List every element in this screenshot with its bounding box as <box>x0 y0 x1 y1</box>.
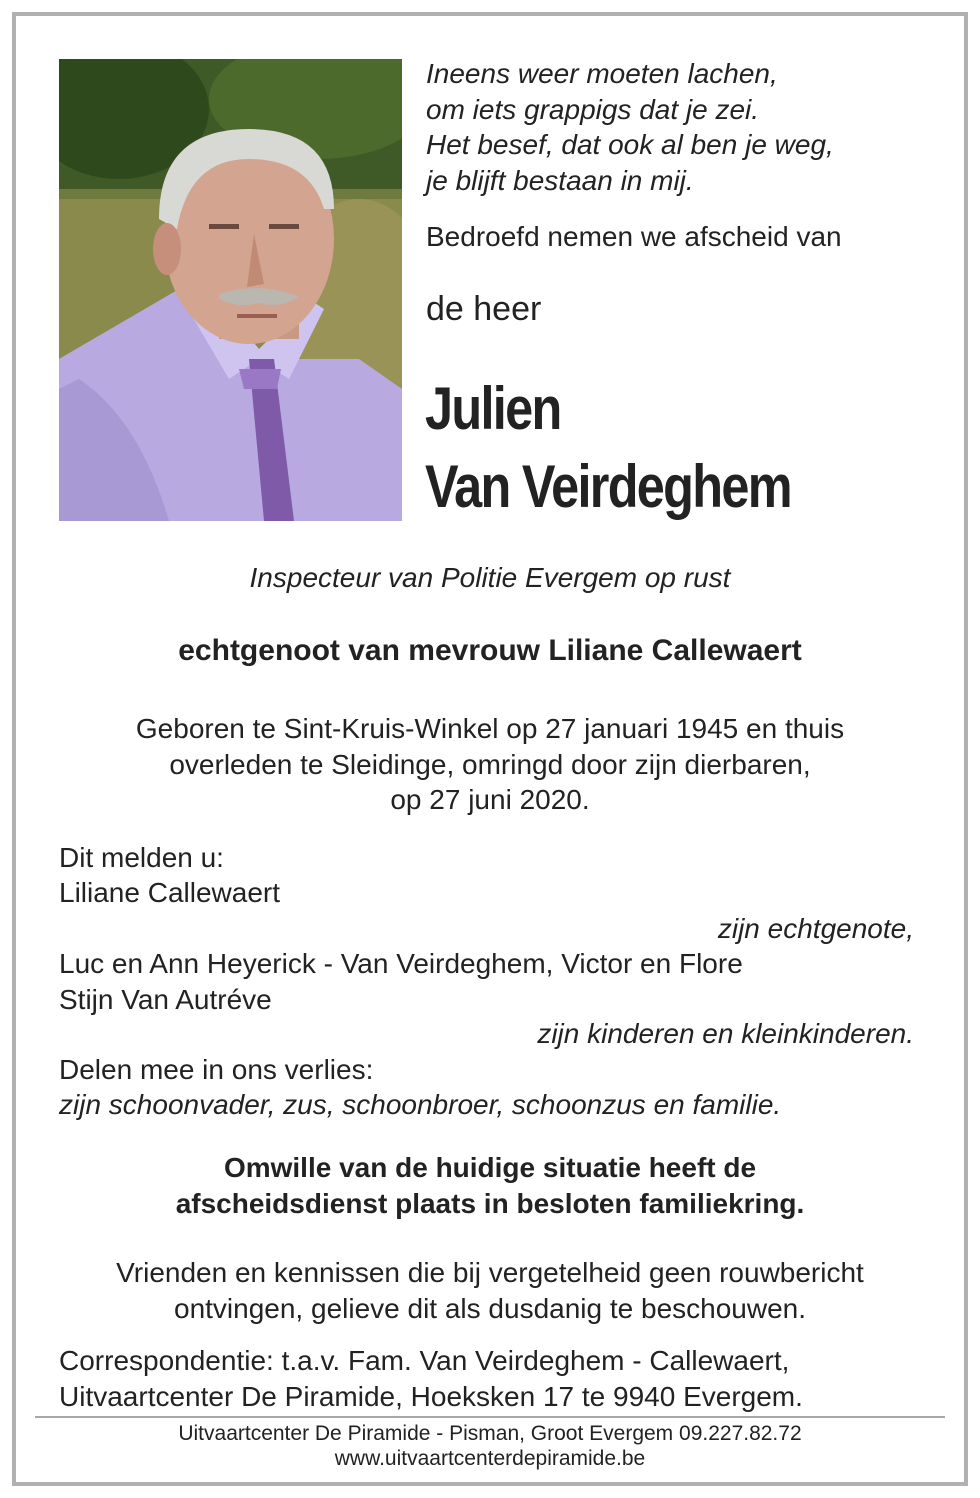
poem-line: om iets grappigs dat je zei. <box>426 93 760 125</box>
poem-line: Het besef, dat ook al ben je weg, <box>426 129 834 160</box>
correspondence-line: Uitvaartcenter De Piramide, Hoeksken 17 te 9940 Evergem. <box>59 1380 803 1412</box>
spouse-name: Liliane Callewaert <box>59 877 281 908</box>
share-list: zijn schoonvader, zus, schoonbroer, schoonzus en familie. <box>59 1089 782 1120</box>
poem-line: Ineens weer moeten lachen, <box>426 58 778 89</box>
footer-website: www.uitvaartcenterdepiramide.be <box>334 1447 646 1470</box>
children-line: Luc en Ann Heyerick - Van Veirdeghem, Victor en Flore <box>59 948 743 979</box>
portrait-photo <box>59 59 402 521</box>
first-name: Julien <box>425 375 561 442</box>
spouse-line: echtgenoot van mevrouw Liliane Callewaert <box>178 634 802 667</box>
notice-line: Omwille van de huidige situatie heeft de <box>223 1152 757 1183</box>
children-line: Stijn Van Autréve <box>59 984 272 1015</box>
honorific: de heer <box>426 290 542 328</box>
service-notice <box>0 1150 980 1221</box>
deceased-name <box>425 370 791 526</box>
birth-line: overleden te Sleidinge, omringd door zijn dierbaren, <box>169 748 811 780</box>
footer <box>0 1421 980 1471</box>
poem-line: je blijft bestaan in mij. <box>426 164 694 196</box>
birth-line: Geboren te Sint-Kruis-Winkel op 27 januari 1945 en thuis <box>135 713 845 744</box>
profession: Inspecteur van Politie Evergem op rust <box>249 562 731 593</box>
share-heading: Delen mee in ons verlies: <box>59 1054 374 1085</box>
footer-address: Uitvaartcenter De Piramide - Pisman, Groot Evergem 09.227.82.72 <box>178 1422 802 1445</box>
poem <box>426 56 834 198</box>
footer-divider <box>35 1416 945 1418</box>
notice-line: afscheidsdienst plaats in besloten familiekring. <box>175 1187 805 1219</box>
friends-line: Vrienden en kennissen die bij vergetelheid geen rouwbericht <box>116 1257 864 1288</box>
intro-text: Bedroefd nemen we afscheid van <box>426 221 842 252</box>
birth-line: op 27 juni 2020. <box>390 784 590 815</box>
correspondence <box>59 1343 803 1414</box>
birth-death-text <box>0 711 980 818</box>
last-name: Van Veirdeghem <box>425 453 791 520</box>
family-heading: Dit melden u: <box>59 842 224 873</box>
correspondence-line: Correspondentie: t.a.v. Fam. Van Veirdeghem - Callewaert, <box>59 1345 790 1376</box>
children-role: zijn kinderen en kleinkinderen. <box>537 1018 914 1049</box>
friends-line: ontvingen, gelieve dit als dusdanig te beschouwen. <box>174 1292 806 1324</box>
friends-notice <box>0 1255 980 1326</box>
spouse-role: zijn echtgenote, <box>717 913 914 944</box>
